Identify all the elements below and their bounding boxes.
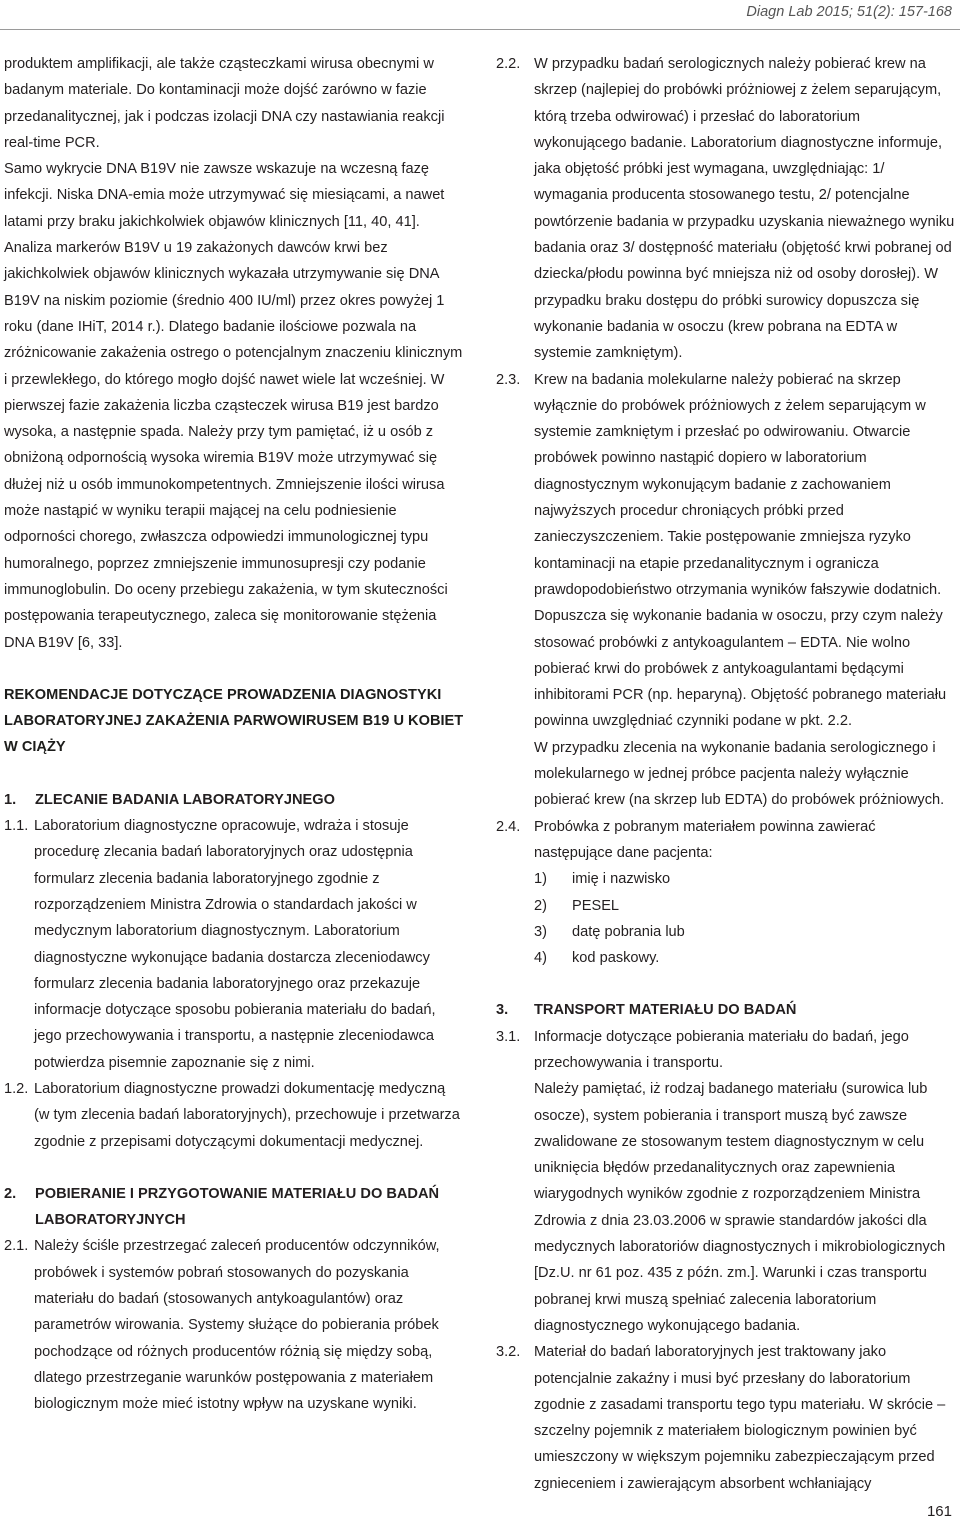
section-title: TRANSPORT MATERIAŁU DO BADAŃ [534,1002,797,1019]
item-number: 3.2. [496,1344,521,1361]
item-number: 1) [534,871,547,888]
item-number: 2.1. [4,1238,29,1255]
section-number: 3. [496,1002,509,1019]
intro-paragraph: produktem amplifikacji, ale także cząsteczkami wirusa obecnymi w badanym materiale. Do kontaminacji może dojść zarówno w fazie przedanalitycznej, jak i podczas izolacji DNA czy nastawiania reakcji real-time PCR. [4,56,445,151]
item-text: Laboratorium diagnostyczne opracowuje, wdraża i stosuje procedurę zlecania badań laboratoryjnych oraz udostępnia formularz zlecenia badania laboratoryjnego zgodnie z rozporządzeniem Ministra Zdrowia o standardach jakości w medycznym laboratorium diagnostycznym. Laboratorium diagnostyczne wykonujące badania dostarcza zleceniodawcy formularz zlecenia badania laboratoryjnego oraz przekazuje informacje dotyczące sposobu pobierania materiału do badań, jego przechowywania i transportu, a następnie zleceniodawca potwierdza pisemnie zapoznanie się z nimi. [34,818,436,1071]
main-paragraph: Samo wykrycie DNA B19V nie zawsze wskazuje na wczesną fazę infekcji. Niska DNA-emia może utrzymywać się miesiącami, a nawet latami przy braku jakichkolwiek objawów klinicznych [11, 40, 41]. Analiza markerów B19V u 19 zakażonych dawców krwi bez jakichkolwiek objawów klinicznych wykazała utrzymywanie się DNA B19V na niskim poziomie (średnio 400 IU/ml) przez okres powyżej 1 roku (dane IHiT, 2014 r.). Dlatego badanie ilościowe pozwala na zróżnicowanie zakażenia ostrego o potencjalnym znaczeniu klinicznym i przewlekłego, do którego mogło dojść nawet wiele lat wcześniej. W pierwszej fazie zakażenia liczba cząsteczek wirusa B19 jest bardzo wysoka, a następnie spada. Należy przy tym pamiętać, iż u osób z obniżoną odpornością wysoka wiremia B19V może utrzymywać się dłużej niż u osób immunokompetentnych. Zmniejszenie ilości wirusa może nastąpić w wyniku terapii mającej na celu podniesienie odporności chorego, zwłaszcza odpowiedzi immunologicznej typu humoralnego, poprzez zmniejszenie immunosupresji czy podanie immunoglobulin. Do oceny przebiegu zakażenia, w tym skuteczności postępowania terapeutycznego, zaleca się monitorowanie stężenia DNA B19V [6, 33]. [4,161,463,651]
item-number: 3) [534,923,547,940]
item-text: Materiał do badań laboratoryjnych jest traktowany jako potencjalnie zakaźny i musi być przesłany do laboratorium zgodnie z zasadami transportu tego typu materiału. W skrócie – szczelny pojemnik z materiałem biologicznym powinien być umieszczony w większym pojemniku zabezpieczającym przed zgnieceniem i zawierającym absorbent wchłaniający [534,1344,946,1492]
list-item-2-2 [496,51,956,367]
item-text: W przypadku badań serologicznych należy pobierać krew na skrzep (najlepiej do probówki próżniowej z żelem separującym, którą trzeba odwirować) i przesłać do laboratorium wykonującego badanie. Laboratorium diagnostyczne informuje, jaka objętość próbki jest wymagana, uwzględniając: 1/ wymagania producenta stosowanego testu, 2/ potencjalne powtórzenie badania w przypadku uzyskania nieważnego wyniku badania oraz 3/ dostępność materiału (objętość krwi pobranej od dziecka/płodu powinna być mniejsza niż od osoby dorosłej). W przypadku braku dostępu do próbki surowicy dopuszcza się wykonanie badania w osoczu (krew pobrana na EDTA w systemie zamkniętym). [534,56,955,362]
item-text: imię i nazwisko [572,871,671,888]
item-number: 2.3. [496,371,521,388]
right-column [496,51,956,1497]
list-item-2-1 [4,1233,464,1417]
journal-reference: Diagn Lab 2015; 51(2): 157-168 [746,4,952,20]
item-text: datę pobrania lub [572,923,685,940]
list-item-1-1 [4,813,464,1076]
section-heading-2 [4,1181,464,1234]
list-item-2-4 [496,814,956,867]
section-heading-3 [496,997,956,1023]
patient-fields-list [496,866,956,971]
header-divider [0,29,960,30]
item-number: 3.1. [496,1028,521,1045]
list-item [534,919,956,945]
item-number: 4) [534,950,547,967]
list-item-1-2 [4,1076,464,1155]
list-item [534,893,956,919]
list-item-2-3 [496,367,956,735]
main-heading: REKOMENDACJE DOTYCZĄCE PROWADZENIA DIAGNOSTYKI LABORATORYJNEJ ZAKAŻENIA PARWOWIRUSEM B19 U KOBIET W CIĄŻY [4,686,464,756]
item-number: 2.4. [496,818,521,835]
item-number: 1.1. [4,818,29,835]
section-title: ZLECANIE BADANIA LABORATORYJNEGO [35,791,335,808]
item-text: PESEL [572,897,620,914]
list-item-3-2 [496,1339,956,1497]
item-2-3-continuation: W przypadku zlecenia na wykonanie badania serologicznego i molekularnego w jednej próbce pacjenta należy wyłącznie pobierać krew (na skrzep lub EDTA) do probówek próżniowych. [534,739,945,809]
item-text: Informacje dotyczące pobierania materiału do badań, jego przechowywania i transportu. [534,1028,909,1071]
item-text: kod paskowy. [572,950,660,967]
item-number: 2) [534,897,547,914]
list-item-3-1 [496,1024,956,1077]
item-3-1-continuation: Należy pamiętać, iż rodzaj badanego materiału (surowica lub osocze), system pobierania i transport muszą być zawsze zwalidowane ze stosowanym testem diagnostycznym w celu uniknięcia błędów przedanalitycznych oraz zapewnienia wiarygodnych wyników zgodnie z rozporządzeniem Ministra Zdrowia z dnia 23.03.2006 w sprawie standardów jakości dla medycznych laboratoriów diagnostycznych i mikrobiologicznych [Dz.U. nr 61 poz. 435 z późn. zm.]. Warunki i czas transportu pobranej krwi muszą spełniać zalecenia laboratorium diagnostycznego wykonującego badania. [534,1081,946,1334]
item-number: 1.2. [4,1080,29,1097]
list-item [534,866,956,892]
item-number: 2.2. [496,56,521,72]
page-number: 161 [926,1503,952,1520]
section-heading-1 [4,787,464,813]
item-text: Probówka z pobranym materiałem powinna zawierać następujące dane pacjenta: [534,818,876,861]
left-column [4,51,464,1418]
section-number: 1. [4,791,17,808]
item-text: Laboratorium diagnostyczne prowadzi dokumentację medyczną (w tym zlecenia badań laboratoryjnych), przechowuje i przetwarza zgodnie z przepisami dotyczącymi dokumentacji medycznej. [34,1080,460,1150]
section-number: 2. [4,1185,17,1202]
item-text: Należy ściśle przestrzegać zaleceń producentów odczynników, probówek i systemów pobrań stosowanych do pozyskania materiału do badań (stosowanych antykoagulantów) oraz parametrów wirowania. Systemy służące do pobierania próbek pochodzące od różnych producentów różnią się między sobą, dlatego przestrzeganie warunków postępowania z materiałem biologicznym może mieć istotny wpływ na uzyskane wyniki. [34,1238,440,1413]
item-text: Krew na badania molekularne należy pobierać na skrzep wyłącznie do probówek próżniowych z żelem separującym w systemie zamkniętym i przesłać po odwirowaniu. Otwarcie probówek powinno nastąpić dopiero w laboratorium diagnostycznym wykonującym badanie z zachowaniem najwyższych procedur chroniących próbki przed zanieczyszczeniem. Takie postępowanie zmniejsza ryzyko kontaminacji na etapie przedanalitycznym i ogranicza prawdopodobieństwo otrzymania wyników fałszywie dodatnich. Dopuszcza się wykonanie badania w osoczu, przy czym należy stosować probówki z antykoagulantem – EDTA. Nie wolno pobierać krwi do probówek z antykoagulantami będącymi inhibitorami PCR (np. heparyną). Objętość pobranego materiału powinna uwzględniać czynniki podane w pkt. 2.2. [534,371,947,730]
list-item [534,945,956,971]
section-title: POBIERANIE I PRZYGOTOWANIE MATERIAŁU DO BADAŃ LABORATORYJNYCH [35,1185,440,1229]
